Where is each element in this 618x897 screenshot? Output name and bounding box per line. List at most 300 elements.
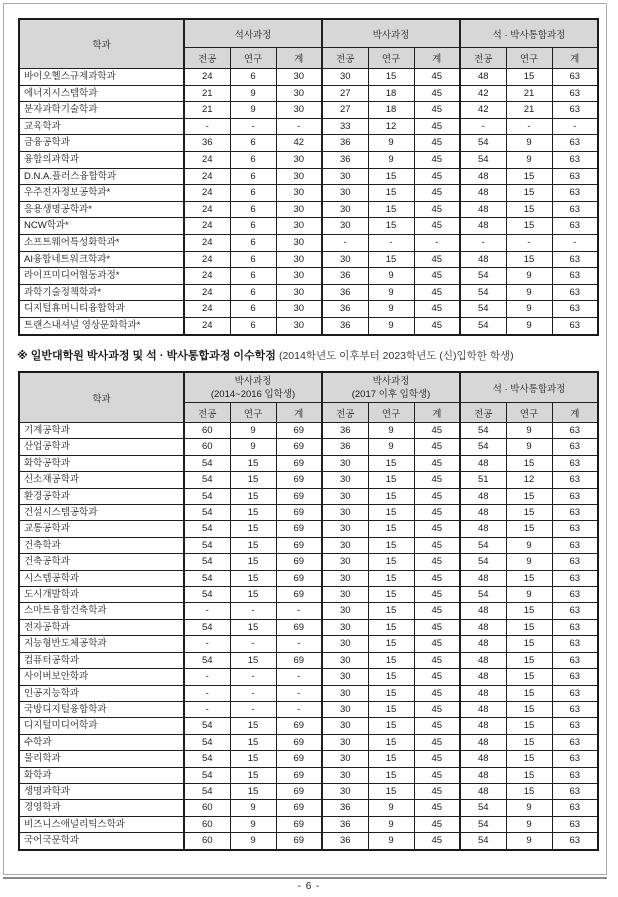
- credit-value-cell: 9: [506, 317, 552, 334]
- credit-value-cell: 45: [414, 135, 460, 152]
- credit-value-cell: 9: [506, 537, 552, 553]
- credit-value-cell: 45: [414, 472, 460, 488]
- credit-value-cell: 54: [460, 268, 506, 285]
- section-heading-title: ※ 일반대학원 박사과정 및 석 · 박사통합과정 이수학점: [17, 350, 276, 362]
- credit-value-cell: 9: [230, 423, 276, 439]
- credit-value-cell: 15: [230, 718, 276, 734]
- credit-value-cell: -: [184, 636, 230, 652]
- dept-cell: 환경공학과: [19, 488, 184, 504]
- credit-value-cell: 45: [414, 570, 460, 586]
- credit-value-cell: 54: [184, 554, 230, 570]
- table-row: [19, 118, 598, 135]
- credit-value-cell: 63: [552, 284, 598, 301]
- credit-value-cell: 30: [276, 85, 322, 102]
- table-row: [19, 168, 598, 185]
- credit-value-cell: 6: [230, 218, 276, 235]
- credit-value-cell: 15: [368, 570, 414, 586]
- credit-value-cell: 30: [276, 168, 322, 185]
- credit-value-cell: 30: [276, 301, 322, 318]
- credit-value-cell: 63: [552, 69, 598, 86]
- subheader-major: 전공: [322, 48, 368, 69]
- credit-value-cell: 63: [552, 505, 598, 521]
- credit-value-cell: 15: [230, 521, 276, 537]
- credit-value-cell: 15: [506, 185, 552, 202]
- credit-value-cell: 63: [552, 833, 598, 850]
- credit-value-cell: 30: [322, 251, 368, 268]
- credit-value-cell: 30: [322, 554, 368, 570]
- credit-value-cell: 6: [230, 284, 276, 301]
- credit-value-cell: 63: [552, 587, 598, 603]
- credit-value-cell: -: [322, 234, 368, 251]
- credit-value-cell: 9: [506, 423, 552, 439]
- dept-cell: 트랜스내셔널 영상문화학과*: [19, 317, 184, 334]
- credit-value-cell: 30: [322, 218, 368, 235]
- section-heading-note: (2014학년도 이후부터 2023학년도 (신)입학한 학생): [278, 350, 514, 362]
- table-row: [19, 85, 598, 102]
- credit-value-cell: 15: [368, 718, 414, 734]
- credit-value-cell: 45: [414, 423, 460, 439]
- credit-value-cell: 63: [552, 135, 598, 152]
- dept-cell: 교통공학과: [19, 521, 184, 537]
- dept-cell: 경영학과: [19, 800, 184, 816]
- credit-value-cell: 45: [414, 284, 460, 301]
- subheader-total: 계: [552, 403, 598, 423]
- credit-value-cell: 36: [322, 439, 368, 455]
- credit-value-cell: 54: [460, 284, 506, 301]
- credit-value-cell: 48: [460, 488, 506, 504]
- dept-cell: 스마트융합건축학과: [19, 603, 184, 619]
- credit-value-cell: 69: [276, 587, 322, 603]
- dept-column-header: 학과: [19, 19, 184, 69]
- credit-value-cell: 33: [322, 118, 368, 135]
- subheader-research: 연구: [230, 48, 276, 69]
- credit-value-cell: 42: [460, 85, 506, 102]
- credit-value-cell: 45: [414, 69, 460, 86]
- credit-value-cell: 15: [506, 652, 552, 668]
- dept-cell: D.N.A.플러스융합학과: [19, 168, 184, 185]
- credit-value-cell: 9: [230, 816, 276, 832]
- credit-value-cell: 63: [552, 423, 598, 439]
- credit-value-cell: 63: [552, 652, 598, 668]
- subheader-research: 연구: [368, 403, 414, 423]
- table-row: [19, 268, 598, 285]
- table-row: [19, 439, 598, 455]
- credit-value-cell: 48: [460, 251, 506, 268]
- credit-value-cell: 18: [368, 85, 414, 102]
- credit-value-cell: 54: [184, 570, 230, 586]
- credit-value-cell: 30: [322, 767, 368, 783]
- credit-value-cell: 45: [414, 669, 460, 685]
- credit-value-cell: 9: [368, 317, 414, 334]
- credit-value-cell: 63: [552, 218, 598, 235]
- credit-value-cell: 30: [322, 669, 368, 685]
- table-header-row: [19, 372, 598, 403]
- credit-value-cell: 45: [414, 783, 460, 799]
- table-row: [19, 488, 598, 504]
- credit-value-cell: 15: [368, 734, 414, 750]
- credit-value-cell: 30: [322, 603, 368, 619]
- credit-value-cell: 54: [460, 423, 506, 439]
- credit-value-cell: 9: [368, 816, 414, 832]
- credit-value-cell: 54: [184, 587, 230, 603]
- credit-value-cell: 6: [230, 234, 276, 251]
- table-row: [19, 218, 598, 235]
- credit-value-cell: 45: [414, 455, 460, 471]
- credit-value-cell: -: [552, 234, 598, 251]
- credit-value-cell: 63: [552, 554, 598, 570]
- credit-value-cell: 15: [230, 619, 276, 635]
- dept-cell: 응용생명공학과*: [19, 201, 184, 218]
- credit-value-cell: 63: [552, 800, 598, 816]
- credit-value-cell: 36: [322, 301, 368, 318]
- credit-value-cell: -: [276, 685, 322, 701]
- credit-value-cell: 27: [322, 102, 368, 119]
- credit-value-cell: 45: [414, 85, 460, 102]
- credit-value-cell: 30: [276, 69, 322, 86]
- credit-value-cell: 60: [184, 833, 230, 850]
- group-header-integrated: 석 · 박사통합과정: [460, 372, 598, 403]
- credit-value-cell: 45: [414, 587, 460, 603]
- table-row: [19, 251, 598, 268]
- footer-divider: [3, 877, 607, 879]
- credit-value-cell: 54: [184, 488, 230, 504]
- credit-value-cell: 21: [506, 102, 552, 119]
- credit-value-cell: 48: [460, 521, 506, 537]
- credit-value-cell: 48: [460, 767, 506, 783]
- credit-value-cell: 36: [184, 135, 230, 152]
- table-row: [19, 423, 598, 439]
- credit-value-cell: 30: [322, 636, 368, 652]
- credit-value-cell: 48: [460, 168, 506, 185]
- subheader-total: 계: [414, 48, 460, 69]
- credit-value-cell: 15: [506, 521, 552, 537]
- credit-value-cell: 15: [230, 455, 276, 471]
- table-row: [19, 816, 598, 832]
- credit-value-cell: 45: [414, 301, 460, 318]
- credit-value-cell: -: [230, 118, 276, 135]
- credit-value-cell: 69: [276, 455, 322, 471]
- credit-value-cell: 21: [184, 85, 230, 102]
- credit-value-cell: 6: [230, 168, 276, 185]
- dept-cell: 우주전자정보공학과*: [19, 185, 184, 202]
- credit-value-cell: 36: [322, 800, 368, 816]
- credit-value-cell: 45: [414, 751, 460, 767]
- credit-value-cell: 6: [230, 69, 276, 86]
- credit-value-cell: 30: [276, 317, 322, 334]
- credit-value-cell: 15: [506, 251, 552, 268]
- credit-value-cell: 15: [368, 783, 414, 799]
- credit-value-cell: 15: [368, 767, 414, 783]
- credit-value-cell: 9: [368, 301, 414, 318]
- credit-value-cell: 21: [184, 102, 230, 119]
- credit-value-cell: 15: [368, 218, 414, 235]
- credit-value-cell: 54: [460, 587, 506, 603]
- dept-cell: 디지털휴머니티융합학과: [19, 301, 184, 318]
- credit-value-cell: 48: [460, 185, 506, 202]
- credit-value-cell: 63: [552, 102, 598, 119]
- credit-value-cell: 45: [414, 718, 460, 734]
- credit-value-cell: 15: [506, 669, 552, 685]
- table-row: [19, 570, 598, 586]
- credit-value-cell: -: [414, 234, 460, 251]
- credit-value-cell: 6: [230, 201, 276, 218]
- credit-value-cell: 9: [368, 284, 414, 301]
- credit-value-cell: 45: [414, 505, 460, 521]
- subheader-major: 전공: [184, 48, 230, 69]
- credit-value-cell: 15: [506, 701, 552, 717]
- credit-value-cell: 9: [230, 85, 276, 102]
- credit-value-cell: -: [276, 669, 322, 685]
- dept-cell: 생명과학과: [19, 783, 184, 799]
- credit-value-cell: 15: [368, 537, 414, 553]
- credit-value-cell: 48: [460, 685, 506, 701]
- credit-value-cell: 45: [414, 636, 460, 652]
- credit-value-cell: 15: [506, 201, 552, 218]
- credit-value-cell: 6: [230, 185, 276, 202]
- credit-value-cell: 30: [276, 201, 322, 218]
- credit-value-cell: 51: [460, 472, 506, 488]
- table-row: [19, 619, 598, 635]
- credit-value-cell: 69: [276, 619, 322, 635]
- dept-cell: 과학기술정책학과*: [19, 284, 184, 301]
- subheader-total: 계: [552, 48, 598, 69]
- credit-value-cell: 15: [230, 767, 276, 783]
- credit-value-cell: -: [276, 603, 322, 619]
- credit-value-cell: 63: [552, 751, 598, 767]
- credit-value-cell: 9: [506, 554, 552, 570]
- credit-value-cell: -: [184, 603, 230, 619]
- credit-value-cell: 54: [460, 554, 506, 570]
- dept-cell: 컴퓨터공학과: [19, 652, 184, 668]
- credit-value-cell: 45: [414, 685, 460, 701]
- credit-value-cell: 15: [368, 185, 414, 202]
- table-row: [19, 554, 598, 570]
- dept-cell: 화학과: [19, 767, 184, 783]
- subheader-research: 연구: [506, 403, 552, 423]
- credit-value-cell: 36: [322, 284, 368, 301]
- credit-value-cell: 9: [506, 135, 552, 152]
- credit-value-cell: 63: [552, 701, 598, 717]
- credit-value-cell: 54: [184, 619, 230, 635]
- credit-value-cell: 36: [322, 317, 368, 334]
- credit-value-cell: 60: [184, 423, 230, 439]
- credit-value-cell: 63: [552, 636, 598, 652]
- credit-value-cell: 9: [506, 268, 552, 285]
- credit-value-cell: 15: [368, 701, 414, 717]
- dept-cell: 에너지시스템학과: [19, 85, 184, 102]
- credit-value-cell: 63: [552, 185, 598, 202]
- credit-value-cell: 69: [276, 521, 322, 537]
- credit-value-cell: 48: [460, 751, 506, 767]
- credit-value-cell: 24: [184, 251, 230, 268]
- table-row: [19, 201, 598, 218]
- table-row: [19, 685, 598, 701]
- group-title: 박사과정: [234, 375, 272, 387]
- dept-cell: 바이오헬스규제과학과: [19, 69, 184, 86]
- credit-value-cell: 15: [506, 751, 552, 767]
- table-row: [19, 718, 598, 734]
- credit-value-cell: 15: [506, 619, 552, 635]
- dept-cell: AI융합네트워크학과*: [19, 251, 184, 268]
- credit-value-cell: 45: [414, 619, 460, 635]
- dept-cell: 물리학과: [19, 751, 184, 767]
- credit-value-cell: 63: [552, 718, 598, 734]
- subheader-major: 전공: [184, 403, 230, 423]
- credit-value-cell: 54: [460, 816, 506, 832]
- credit-value-cell: 15: [368, 505, 414, 521]
- credit-value-cell: 24: [184, 317, 230, 334]
- credit-value-cell: 30: [276, 234, 322, 251]
- subheader-total: 계: [276, 48, 322, 69]
- dept-cell: 국어국문학과: [19, 833, 184, 850]
- credit-value-cell: 45: [414, 185, 460, 202]
- subheader-major: 전공: [460, 48, 506, 69]
- credit-value-cell: 9: [368, 151, 414, 168]
- credit-value-cell: 63: [552, 488, 598, 504]
- credit-value-cell: 48: [460, 669, 506, 685]
- dept-cell: 산업공학과: [19, 439, 184, 455]
- credit-value-cell: 54: [460, 135, 506, 152]
- credit-value-cell: 69: [276, 505, 322, 521]
- credit-value-cell: 15: [506, 636, 552, 652]
- credit-value-cell: 15: [368, 685, 414, 701]
- credit-value-cell: 54: [184, 521, 230, 537]
- credit-value-cell: 45: [414, 268, 460, 285]
- group-subtitle: (2017 이후 입학생): [351, 388, 431, 400]
- credit-value-cell: 54: [184, 783, 230, 799]
- credit-value-cell: 24: [184, 301, 230, 318]
- credit-value-cell: -: [506, 118, 552, 135]
- dept-cell: 전자공학과: [19, 619, 184, 635]
- dept-cell: 신소재공학과: [19, 472, 184, 488]
- credit-value-cell: 24: [184, 201, 230, 218]
- credit-value-cell: -: [552, 118, 598, 135]
- credit-value-cell: 30: [322, 505, 368, 521]
- credit-value-cell: -: [276, 701, 322, 717]
- credit-value-cell: 30: [322, 537, 368, 553]
- credit-value-cell: 9: [506, 151, 552, 168]
- credit-value-cell: 48: [460, 505, 506, 521]
- credit-value-cell: -: [506, 234, 552, 251]
- credit-value-cell: 30: [322, 455, 368, 471]
- credit-value-cell: -: [230, 685, 276, 701]
- subheader-research: 연구: [368, 48, 414, 69]
- credit-value-cell: 15: [368, 669, 414, 685]
- credit-value-cell: 63: [552, 734, 598, 750]
- credit-value-cell: 54: [460, 833, 506, 850]
- section-heading: [17, 349, 605, 363]
- dept-cell: 수학과: [19, 734, 184, 750]
- credit-value-cell: 9: [506, 284, 552, 301]
- credit-value-cell: 15: [368, 603, 414, 619]
- credit-value-cell: 48: [460, 718, 506, 734]
- dept-cell: 분자과학기술학과: [19, 102, 184, 119]
- credit-value-cell: 60: [184, 816, 230, 832]
- table-row: [19, 734, 598, 750]
- dept-column-header: 학과: [19, 372, 184, 423]
- credit-value-cell: 45: [414, 168, 460, 185]
- credit-value-cell: -: [184, 669, 230, 685]
- credit-value-cell: 63: [552, 168, 598, 185]
- credit-value-cell: 15: [368, 554, 414, 570]
- credit-value-cell: 15: [368, 751, 414, 767]
- table-row: [19, 833, 598, 850]
- table-row: [19, 472, 598, 488]
- dept-cell: 지능형반도체공학과: [19, 636, 184, 652]
- credit-value-cell: 48: [460, 603, 506, 619]
- credit-table-general: [18, 18, 599, 336]
- credit-value-cell: 36: [322, 833, 368, 850]
- credit-value-cell: -: [276, 636, 322, 652]
- credit-value-cell: 45: [414, 734, 460, 750]
- credit-value-cell: 63: [552, 85, 598, 102]
- table-row: [19, 234, 598, 251]
- credit-value-cell: 30: [276, 151, 322, 168]
- credit-value-cell: -: [230, 603, 276, 619]
- credit-value-cell: 69: [276, 652, 322, 668]
- credit-value-cell: 15: [506, 455, 552, 471]
- credit-value-cell: 30: [322, 734, 368, 750]
- credit-value-cell: 27: [322, 85, 368, 102]
- credit-value-cell: 63: [552, 537, 598, 553]
- credit-value-cell: 6: [230, 151, 276, 168]
- table-row: [19, 521, 598, 537]
- credit-value-cell: 24: [184, 168, 230, 185]
- credit-value-cell: 54: [184, 734, 230, 750]
- credit-value-cell: 48: [460, 218, 506, 235]
- table-row: [19, 505, 598, 521]
- credit-value-cell: 54: [460, 537, 506, 553]
- credit-value-cell: 15: [506, 168, 552, 185]
- credit-value-cell: 69: [276, 816, 322, 832]
- dept-cell: 인공지능학과: [19, 685, 184, 701]
- credit-value-cell: 30: [322, 783, 368, 799]
- credit-value-cell: 15: [506, 603, 552, 619]
- subheader-major: 전공: [322, 403, 368, 423]
- credit-value-cell: 69: [276, 718, 322, 734]
- credit-value-cell: 30: [322, 201, 368, 218]
- credit-value-cell: 15: [230, 751, 276, 767]
- credit-value-cell: 63: [552, 767, 598, 783]
- dept-cell: 융합의과학과: [19, 151, 184, 168]
- credit-value-cell: 9: [230, 102, 276, 119]
- credit-value-cell: 30: [322, 751, 368, 767]
- credit-value-cell: 15: [230, 488, 276, 504]
- credit-value-cell: 30: [276, 268, 322, 285]
- credit-value-cell: 45: [414, 488, 460, 504]
- credit-value-cell: 54: [184, 455, 230, 471]
- dept-cell: 건축공학과: [19, 554, 184, 570]
- credit-value-cell: 18: [368, 102, 414, 119]
- table-row: [19, 151, 598, 168]
- credit-value-cell: 15: [230, 570, 276, 586]
- credit-value-cell: 60: [184, 800, 230, 816]
- credit-value-cell: 36: [322, 135, 368, 152]
- credit-value-cell: 54: [184, 718, 230, 734]
- credit-value-cell: -: [230, 701, 276, 717]
- credit-value-cell: 15: [230, 537, 276, 553]
- credit-value-cell: 69: [276, 783, 322, 799]
- credit-value-cell: 6: [230, 317, 276, 334]
- credit-value-cell: 69: [276, 488, 322, 504]
- credit-value-cell: 15: [368, 636, 414, 652]
- credit-value-cell: 45: [414, 151, 460, 168]
- credit-value-cell: 9: [506, 833, 552, 850]
- dept-cell: 디지털미디어학과: [19, 718, 184, 734]
- credit-value-cell: 9: [368, 439, 414, 455]
- credit-value-cell: 63: [552, 439, 598, 455]
- credit-value-cell: 69: [276, 751, 322, 767]
